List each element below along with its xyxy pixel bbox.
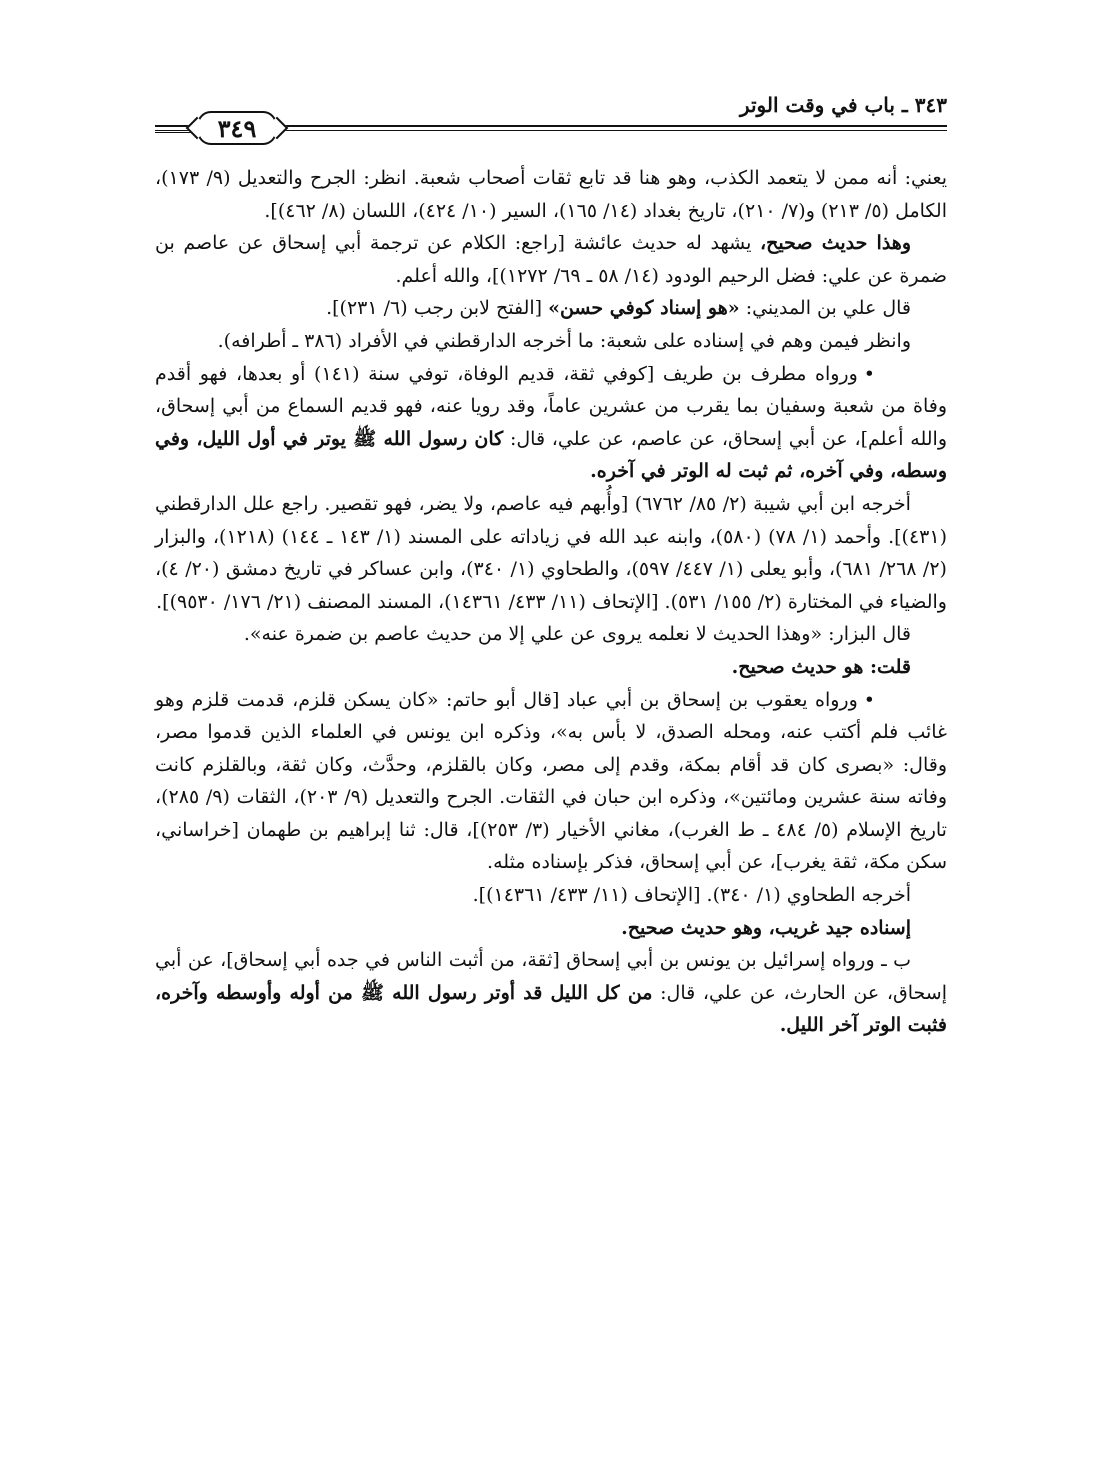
page-number: ٣٤٩ [197, 111, 277, 145]
paragraph-references: يعني: أنه ممن لا يتعمد الكذب، وهو هنا قد تابع ثقات أصحاب شعبة. انظر: الجرح والتعديل (٩/ ١٧٣)، الكامل (٥/ ٢١٣) و(٧/ ٢١٠)، تاريخ بغداد (١٤/ ١٦٥)، السير (١٠/ ٤٢٤)، اللسان (٨/ ٤٦٢)]. [155, 167, 947, 222]
bullet-icon: • [863, 688, 875, 711]
book-page [155, 92, 947, 1042]
bullet-icon: • [863, 362, 875, 385]
paragraph-ruling [155, 227, 947, 292]
paragraph-mutarrif [155, 358, 947, 488]
ruling-bold: وهذا حديث صحيح، [760, 232, 911, 255]
paragraph-israil [155, 944, 947, 1042]
page-header [155, 92, 947, 148]
israil-text: ب ـ ورواه إسرائيل بن يونس بن أبي إسحاق [ثقة، من أثبت الناس في جده أبي إسحاق]، عن أبي إسحاق، عن الحارث، عن علي، قال: [155, 949, 947, 1004]
ibn-madini-intro: قال علي بن المديني: [739, 297, 911, 320]
paragraph-yaqub [155, 684, 947, 880]
paragraph-bazzar: قال البزار: «وهذا الحديث لا نعلمه يروى عن علي إلا من حديث عاصم بن ضمرة عنه». [243, 623, 911, 646]
paragraph-takhrij-2: أخرجه الطحاوي (١/ ٣٤٠). [الإتحاف (١١/ ٤٣٣/ ١٤٣٦١)]. [472, 884, 911, 907]
paragraph-isnad-grade: إسناده جيد غريب، وهو حديث صحيح. [621, 916, 911, 939]
chapter-title: ٣٤٣ ـ باب في وقت الوتر [739, 93, 947, 117]
paragraph-takhrij-1: أخرجه ابن أبي شيبة (٢/ ٨٥/ ٦٧٦٢) [وأُبهم فيه عاصم، ولا يضر، فهو تقصير. راجع علل الدارقطني (٤٣١)]. وأحمد (١/ ٧٨) (٥٨٠)، وابنه عبد الله في زياداته على المسند (١/ ١٤٣ ـ ١٤٤) (١٢١٨)، والبزار (٢/ ٢٦٨/ ٦٨١)، وأبو يعلى (١/ ٤٤٧/ ٥٩٧)، والطحاوي (١/ ٣٤٠)، وابن عساكر في تاريخ دمشق (٢٠/ ٤)، والضياء في المختارة (٢/ ١٥٥/ ٥٣١). [الإتحاف (١١/ ٤٣٣/ ١٤٣٦١)، المسند المصنف (٢١/ ١٧٦/ ٩٥٣٠)]. [155, 492, 948, 613]
mutarrif-text: ورواه مطرف بن طريف [كوفي ثقة، قديم الوفاة، توفي سنة (١٤١) أو بعدها، فهو أقدم وفاة من شعبة وسفيان بما يقرب من عشرين عاماً، وقد رويا عنه، فهو قديم السماع من أبي إسحاق، والله أعلم]، عن أبي إسحاق، عن عاصم، عن علي، قال: [155, 362, 947, 450]
page-body [155, 162, 947, 1042]
ibn-madini-quote: «هو إسناد كوفي حسن» [548, 297, 740, 320]
paragraph-verdict: قلت: هو حديث صحيح. [731, 655, 911, 678]
hadith-text-1: كان رسول الله ﷺ يوتر في أول الليل، وفي وسطه، وفي آخره، ثم ثبت له الوتر في آخره. [155, 427, 947, 483]
ibn-madini-source: [الفتح لابن رجب (٦/ ٢٣١)]. [326, 297, 549, 320]
hadith-text-2: من كل الليل قد أوتر رسول الله ﷺ من أوله وأوسطه وآخره، فثبت الوتر آخر الليل. [155, 981, 947, 1037]
yaqub-text: ورواه يعقوب بن إسحاق بن أبي عباد [قال أبو حاتم: «كان يسكن قلزم، قدمت قلزم وهو غائب فلم أكتب عنه، ومحله الصدق، لا بأس به»، وذكره ابن يونس في العلماء الذين قدموا مصر، وقال: «بصرى كان قد أقام بمكة، وقدم إلى مصر، وكان بالقلزم، وحدَّث، وكان ثقة، وبالقلزم كانت وفاته سنة عشرين ومائتين»، وذكره ابن حبان في الثقات. الجرح والتعديل (٩/ ٢٠٣)، الثقات (٩/ ٢٨٥)، تاريخ الإسلام (٥/ ٤٨٤ ـ ط الغرب)، مغاني الأخيار (٣/ ٢٥٣)]، قال: ثنا إبراهيم بن طهمان [خراساني، سكن مكة، ثقة يغرب]، عن أبي إسحاق، فذكر بإسناده مثله. [155, 688, 948, 874]
paragraph-shuba-error: وانظر فيمن وهم في إسناده على شعبة: ما أخرجه الدارقطني في الأفراد (٣٨٦ ـ أطرافه). [217, 329, 911, 352]
paragraph-ibn-madini [155, 292, 947, 325]
ruling-text: يشهد له حديث عائشة [راجع: الكلام عن ترجمة أبي إسحاق عن عاصم بن ضمرة عن علي: فضل الرحيم الودود (١٤/ ٥٨ ـ ٦٩/ ١٢٧٢)]، والله أعلم. [155, 232, 947, 287]
